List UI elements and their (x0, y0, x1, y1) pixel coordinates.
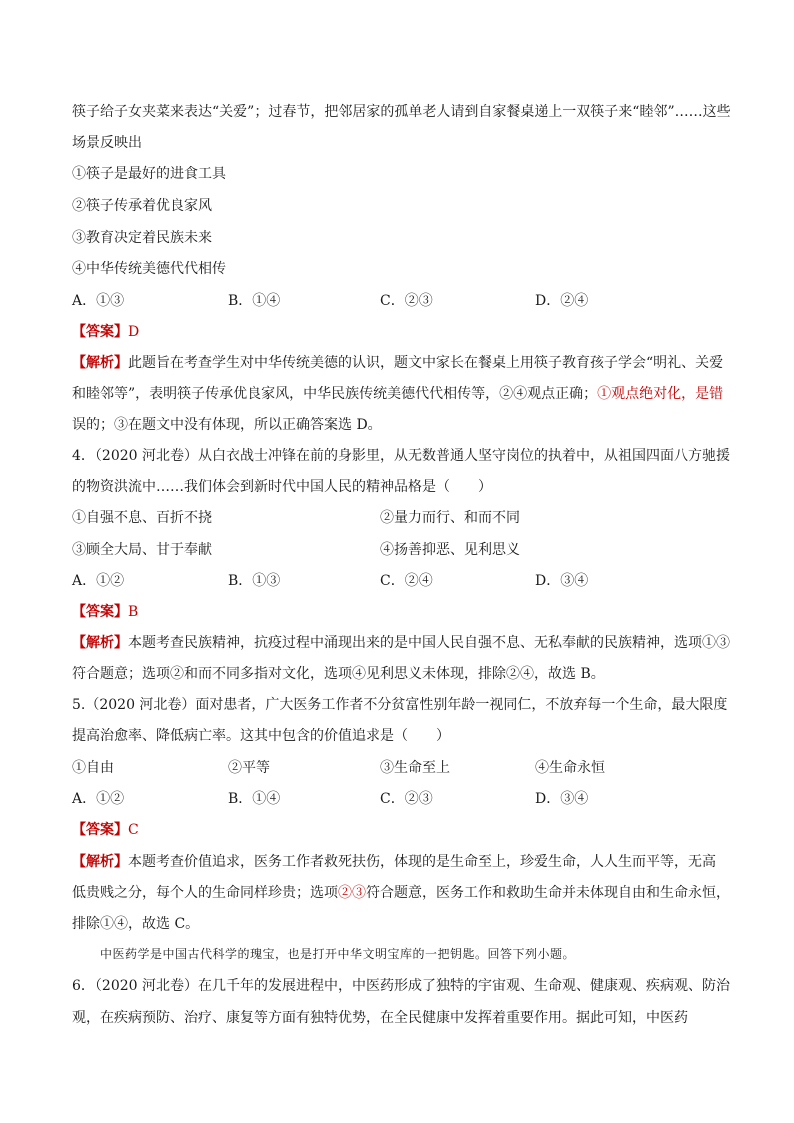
q4-analysis-line-2: 符合题意；选项②和而不同多指对文化，选项④见利思义未体现，排除②④，故选 B。 (72, 666, 605, 682)
q3-answer (72, 322, 139, 342)
q3-analysis-line-3: 误的；③在题文中没有体现，所以正确答案选 D。 (72, 417, 382, 433)
q4-choice-d: D．③④ (535, 573, 589, 589)
q6-stem-line-2: 观，在疾病预防、治疗、康复等方面有独特优势，在全民健康中发挥着重要作用。据此可知，中医药 (72, 1010, 688, 1026)
answer-label: 【答案】 (72, 604, 128, 620)
q3-item-2: ②筷子传承着优良家风 (72, 198, 212, 214)
q5-analysis-line-1 (72, 852, 716, 872)
analysis-text: 符合题意，医务工作和救助生命并未体现自由和生命永恒， (366, 885, 730, 901)
q4-answer (72, 602, 138, 622)
q4-choice-b: B．①③ (228, 573, 281, 589)
answer-value: D (128, 324, 140, 340)
q5-stem-line-2: 提高治愈率、降低病亡率。这其中包含的价值追求是（ ） (72, 728, 450, 744)
q5-item-4: ④生命永恒 (535, 760, 605, 776)
answer-value: B (128, 604, 139, 620)
q3-item-3: ③教育决定着民族未来 (72, 230, 212, 246)
q5-stem-line-1: 5.（2020 河北卷）面对患者，广大医务工作者不分贫富性别年龄一视同仁，不放弃每一个生命，最大限度 (72, 697, 728, 713)
q5-choice-b: B．①④ (228, 791, 281, 807)
q4-item-1: ①自强不息、百折不挠 (72, 510, 212, 526)
q5-choice-c: C．②③ (380, 791, 433, 807)
analysis-label: 【解析】 (72, 635, 128, 651)
analysis-label: 【解析】 (72, 355, 128, 371)
analysis-highlight: ①观点绝对化，是错 (597, 386, 724, 402)
q4-stem-line-2: 的物资洪流中……我们体会到新时代中国人民的精神品格是（ ） (72, 479, 492, 495)
q4-analysis-line-1 (72, 633, 730, 653)
q3-analysis-line-2 (72, 384, 723, 404)
q4-stem-line-1: 4．（2020 河北卷）从白衣战士冲锋在前的身影里，从无数普通人坚守岗位的执着中，从祖国四面八方驰援 (72, 448, 730, 464)
q3-choice-b: B．①④ (228, 293, 281, 309)
q3-choice-d: D．②④ (535, 293, 589, 309)
q4-item-2: ②量力而行、和而不同 (380, 510, 520, 526)
material-intro: 中医药学是中国古代科学的瑰宝，也是打开中华文明宝库的一把钥匙。回答下列小题。 (100, 947, 576, 961)
q3-item-1: ①筷子是最好的进食工具 (72, 166, 226, 182)
q4-item-4: ④扬善抑恶、见利思义 (380, 542, 520, 558)
answer-value: C (128, 822, 139, 838)
q3-stem-line-2: 场景反映出 (72, 135, 142, 151)
q5-answer (72, 820, 139, 840)
q5-analysis-line-3: 排除①④，故选 C。 (72, 916, 200, 932)
q5-item-1: ①自由 (72, 760, 114, 776)
analysis-highlight: ②③ (338, 885, 366, 901)
q5-item-3: ③生命至上 (380, 760, 450, 776)
q5-analysis-line-2 (72, 883, 730, 903)
answer-label: 【答案】 (72, 324, 128, 340)
q4-choice-c: C．②④ (380, 573, 433, 589)
analysis-text: 本题考查价值追求，医务工作者救死扶伤，体现的是生命至上，珍爱生命，人人生而平等，无高 (128, 854, 716, 870)
answer-label: 【答案】 (72, 822, 128, 838)
analysis-text: 此题旨在考查学生对中华传统美德的认识，题文中家长在餐桌上用筷子教育孩子学会“明礼、关爱 (128, 355, 724, 371)
q3-analysis-line-1 (72, 353, 723, 373)
q5-item-2: ②平等 (228, 760, 270, 776)
q3-choice-c: C．②③ (380, 293, 433, 309)
q4-item-3: ③顾全大局、甘于奉献 (72, 542, 212, 558)
q3-choice-a: A．①③ (72, 293, 125, 309)
analysis-text: 低贵贱之分，每个人的生命同样珍贵；选项 (72, 885, 338, 901)
q4-choice-a: A．①② (72, 573, 125, 589)
q5-choice-d: D．③④ (535, 791, 589, 807)
q5-choice-a: A．①② (72, 791, 125, 807)
q6-stem-line-1: 6．（2020 河北卷）在几千年的发展进程中，中医药形成了独特的宇宙观、生命观、健康观、疾病观、防治 (72, 978, 730, 994)
q3-item-4: ④中华传统美德代代相传 (72, 261, 226, 277)
analysis-label: 【解析】 (72, 854, 128, 870)
analysis-text: 本题考查民族精神，抗疫过程中涌现出来的是中国人民自强不息、无私奉献的民族精神，选项①③ (128, 635, 730, 651)
analysis-text: 和睦邻等”，表明筷子传承优良家风，中华民族传统美德代代相传等，②④观点正确； (72, 386, 598, 402)
q3-stem-line-1: 筷子给子女夹菜来表达“关爱”；过春节，把邻居家的孤单老人请到自家餐桌递上一双筷子来“睦邻”……这些 (72, 104, 731, 120)
